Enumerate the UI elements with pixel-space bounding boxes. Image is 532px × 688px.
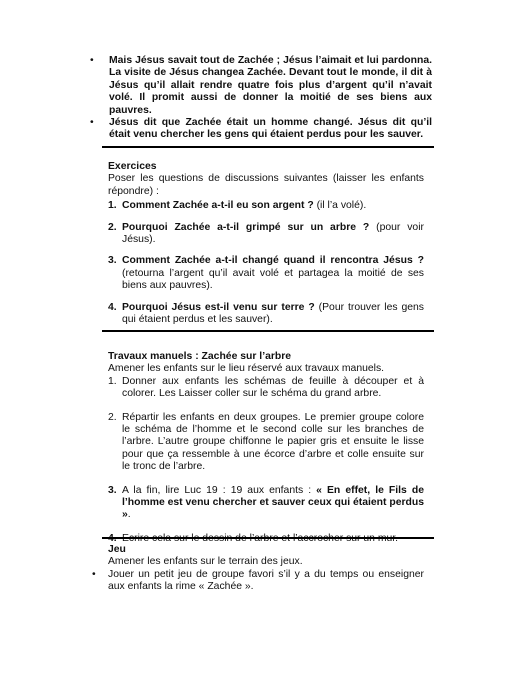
- step-number: 2.: [108, 411, 117, 423]
- exercices-heading: Exercices: [108, 161, 157, 172]
- exercices-intro: Poser les questions de discussions suivantes (laisser les enfants répondre) :: [108, 173, 424, 197]
- travaux-section: [108, 351, 424, 545]
- jeu-bullet-text: Jouer un petit jeu de groupe favori s’il y a du temps ou enseigner aux enfants la rime « Zachée ».: [108, 568, 424, 593]
- step-number: 3.: [108, 484, 117, 496]
- question-number: 1.: [108, 200, 117, 212]
- step-item: [108, 412, 424, 474]
- step-text: A la fin, lire Luc 19 : 19 aux enfants :: [122, 484, 317, 496]
- section-divider: [102, 146, 434, 148]
- bible-quote: « En effet, le Fils de l’homme est venu chercher et sauver ceux qui étaient perdus »: [122, 484, 425, 521]
- step-number: 4.: [108, 532, 117, 544]
- story-bullet-list: [90, 55, 432, 142]
- step-text: Répartir les enfants en deux groupes. Le premier groupe colore le schéma de l’homme et le second colle sur les branches de l’arbre. L’autre groupe chiffonne le papier gris et ensuite le lisse pour que ça ressemble à une écorce d’arbre et colle ensuite sur le tronc de l’arbre.: [122, 411, 424, 473]
- section-divider: [102, 537, 434, 539]
- question-answer: (retourna l’argent qu’il avait volé et partagea la moitié de ses biens aux pauvres).: [122, 267, 424, 292]
- story-bullet: • Jésus dit que Zachée était un homme changé. Jésus dit qu’il était venu chercher les gens qui étaient perdus pour les sauver.: [90, 117, 432, 142]
- question-text: Pourquoi Jésus est-il venu sur terre ?: [122, 301, 315, 313]
- question-number: 4.: [108, 301, 117, 313]
- question-answer: (il l’a volé).: [313, 200, 367, 212]
- step-number: 1.: [108, 375, 117, 387]
- question-list: [108, 200, 424, 326]
- question-text: Pourquoi Zachée a-t-il grimpé sur un arbre ?: [122, 221, 370, 233]
- step-item: [108, 485, 424, 522]
- travaux-intro: Amener les enfants sur le lieu réservé aux travaux manuels.: [108, 363, 385, 375]
- exercices-section: [108, 161, 424, 326]
- jeu-heading: Jeu: [108, 544, 126, 555]
- question-item: [108, 200, 424, 212]
- step-text: Ecrire cela sur le dessin de l’arbre et l’accrocher sur un mur.: [122, 532, 399, 544]
- story-bullet: • Mais Jésus savait tout de Zachée ; Jésus l’aimait et lui pardonna. La visite de Jésus changea Zachée. Devant tout le monde, il dit à Jésus qu’il allait rendre quatre fois plus d’argent qu’il n’avait volé. Il promit aussi de donner la moitié de ses biens aux pauvres.: [90, 55, 432, 117]
- question-number: 3.: [108, 255, 117, 267]
- question-answer: (pour voir Jésus).: [122, 221, 424, 246]
- step-item: [108, 376, 424, 401]
- travaux-heading: Travaux manuels : Zachée sur l’arbre: [108, 351, 292, 362]
- question-item: [108, 255, 424, 292]
- jeu-bullet: [92, 568, 424, 594]
- question-item: [108, 222, 424, 247]
- jeu-list: [92, 568, 424, 594]
- step-text: Donner aux enfants les schémas de feuille à découper et à colorer. Les Laisser coller sur le schéma du grand arbre.: [122, 375, 424, 400]
- question-item: [108, 302, 424, 327]
- question-text: Comment Zachée a-t-il changé quand il rencontra Jésus ?: [122, 255, 424, 267]
- question-text: Comment Zachée a-t-il eu son argent ?: [122, 200, 314, 212]
- bullet-dot-icon: •: [92, 568, 96, 580]
- step-tail: .: [127, 509, 131, 521]
- jeu-section: [92, 544, 424, 594]
- jeu-intro: Amener les enfants sur le terrain des jeux.: [108, 556, 303, 568]
- question-answer: (Pour trouver les gens qui étaient perdus et les sauver).: [122, 301, 424, 326]
- section-divider: [102, 330, 434, 332]
- steps-list: [108, 376, 424, 545]
- question-number: 2.: [108, 221, 117, 233]
